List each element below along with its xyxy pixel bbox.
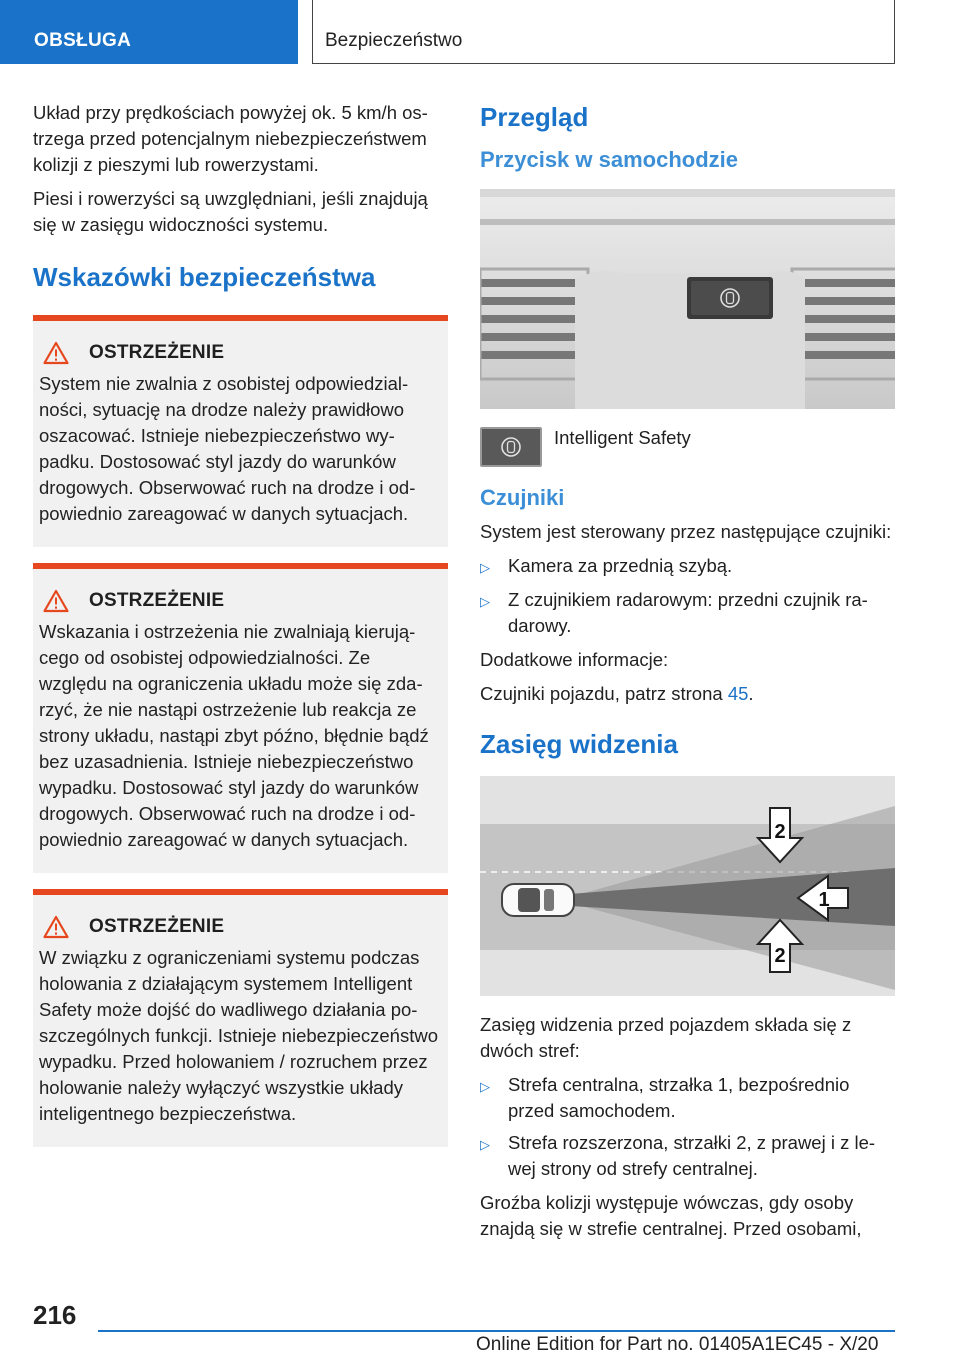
more-info-label: Dodatkowe informacje:	[480, 649, 669, 670]
chapter-title: Bezpieczeństwo	[325, 30, 463, 51]
intelligent-safety-button-icon	[480, 427, 542, 467]
button-legend	[480, 425, 895, 467]
list-item: ▷ Kamera za przednią szybą.	[480, 553, 895, 581]
range-label-bottom: 2	[774, 945, 786, 967]
warning-triangle-icon	[43, 589, 69, 613]
page-number: 216	[33, 1300, 77, 1330]
edition-text: Online Edition for Part no. 01405A1EC45 - X/20	[476, 1334, 879, 1355]
warning-triangle-icon	[43, 341, 69, 365]
sensors-intro: System jest sterowany przez następujące czujniki:	[480, 521, 892, 542]
chapter-header	[312, 0, 895, 64]
bullet-triangle-icon: ▷	[480, 560, 490, 575]
warning-title: OSTRZEŻENIE	[89, 342, 225, 363]
footer-divider	[98, 1330, 895, 1332]
list-item: ▷ Z czujnikiem radarowym: przedni czujnik radarowy.	[480, 587, 895, 639]
overview-heading: Przegląd	[480, 102, 589, 132]
warning-title: OSTRZEŻENIE	[89, 916, 225, 937]
bullet-triangle-icon: ▷	[480, 1137, 490, 1152]
warning-box-1	[33, 315, 448, 547]
page-link[interactable]: 45	[727, 683, 749, 704]
zones-list	[480, 1072, 895, 1182]
warning-box-3	[33, 889, 448, 1147]
detection-range-diagram	[480, 776, 895, 996]
section-tab	[0, 0, 298, 64]
warning-text: System nie zwalnia z osobistej odpowiedzialności, sytuację na drodze należy prawidłowo oszacować. Istnieje niebezpieczeństwo wypadku. Dostosować styl jazdy do warunków drogowych. Obserwować ruch na drodze i odpowiednio zareagować w danych sytuacjach.	[39, 373, 416, 524]
warning-box-2	[33, 563, 448, 873]
right-column	[480, 100, 895, 1250]
warning-text: Wskazania i ostrzeżenia nie zwalniają kierującego od osobistej odpowiedzialności. Ze względu na ograniczenia układu może się zdarzyć, że nie nastąpi ostrzeżenie lub reakcja ze strony układu, nastąpi zbyt późno, błędnie bądź bez uzasadnienia. Istnieje niebezpieczeństwo wypadku. Dostosować styl jazdy do warunków drogowych. Obserwować ruch na drodze i odpowiednio zareagować w danych sytuacjach.	[39, 621, 429, 850]
bullet-triangle-icon: ▷	[480, 1079, 490, 1094]
safety-heading: Wskazówki bezpieczeństwa	[33, 262, 376, 292]
range-label-top: 2	[774, 821, 786, 843]
warning-title: OSTRZEŻENIE	[89, 590, 225, 611]
button-subheading: Przycisk w samochodzie	[480, 147, 738, 172]
range-label-center: 1	[818, 889, 830, 911]
button-label: Intelligent Safety	[554, 427, 691, 448]
warning-text: W związku z ograniczeniami systemu podczas holowania z działającym systemem Intelligent Safety może dojść do wadliwego działania poszczególnych funkcji. Istnieje niebezpieczeństwo wypadku. Przed holowaniem / rozruchem przez holowanie należy wyłączyć wszystkie układy inteligentnego bezpieczeństwa.	[39, 947, 438, 1124]
list-item: ▷ Strefa rozszerzona, strzałki 2, z prawej i z lewej strony od strefy centralnej.	[480, 1130, 895, 1182]
range-heading: Zasięg widzenia	[480, 729, 678, 759]
sensors-reference: Czujniki pojazdu, patrz strona 45.	[480, 683, 754, 704]
sensors-subheading: Czujniki	[480, 485, 565, 510]
list-item: ▷ Strefa centralna, strzałka 1, bezpośrednio przed samochodem.	[480, 1072, 895, 1124]
left-column	[33, 100, 448, 1163]
range-intro: Zasięg widzenia przed pojazdem składa się z dwóch stref:	[480, 1014, 852, 1061]
sensors-list	[480, 553, 895, 639]
intro-paragraph-2: Piesi i rowerzyści są uwzględniani, jeśli znajdują się w zasięgu widoczności systemu.	[33, 188, 428, 235]
warning-triangle-icon	[43, 915, 69, 939]
section-title: OBSŁUGA	[34, 30, 132, 51]
closing-paragraph: Groźba kolizji występuje wówczas, gdy osoby znajdą się w strefie centralnej. Przed osobami,	[480, 1192, 862, 1239]
intro-paragraph-1: Układ przy prędkościach powyżej ok. 5 km/h ostrzega przed potencjalnym niebezpieczeństwem kolizji z pieszymi lub rowerzystami.	[33, 102, 428, 175]
bullet-triangle-icon: ▷	[480, 594, 490, 609]
car-console-photo	[480, 189, 895, 409]
car-icon	[502, 884, 574, 916]
